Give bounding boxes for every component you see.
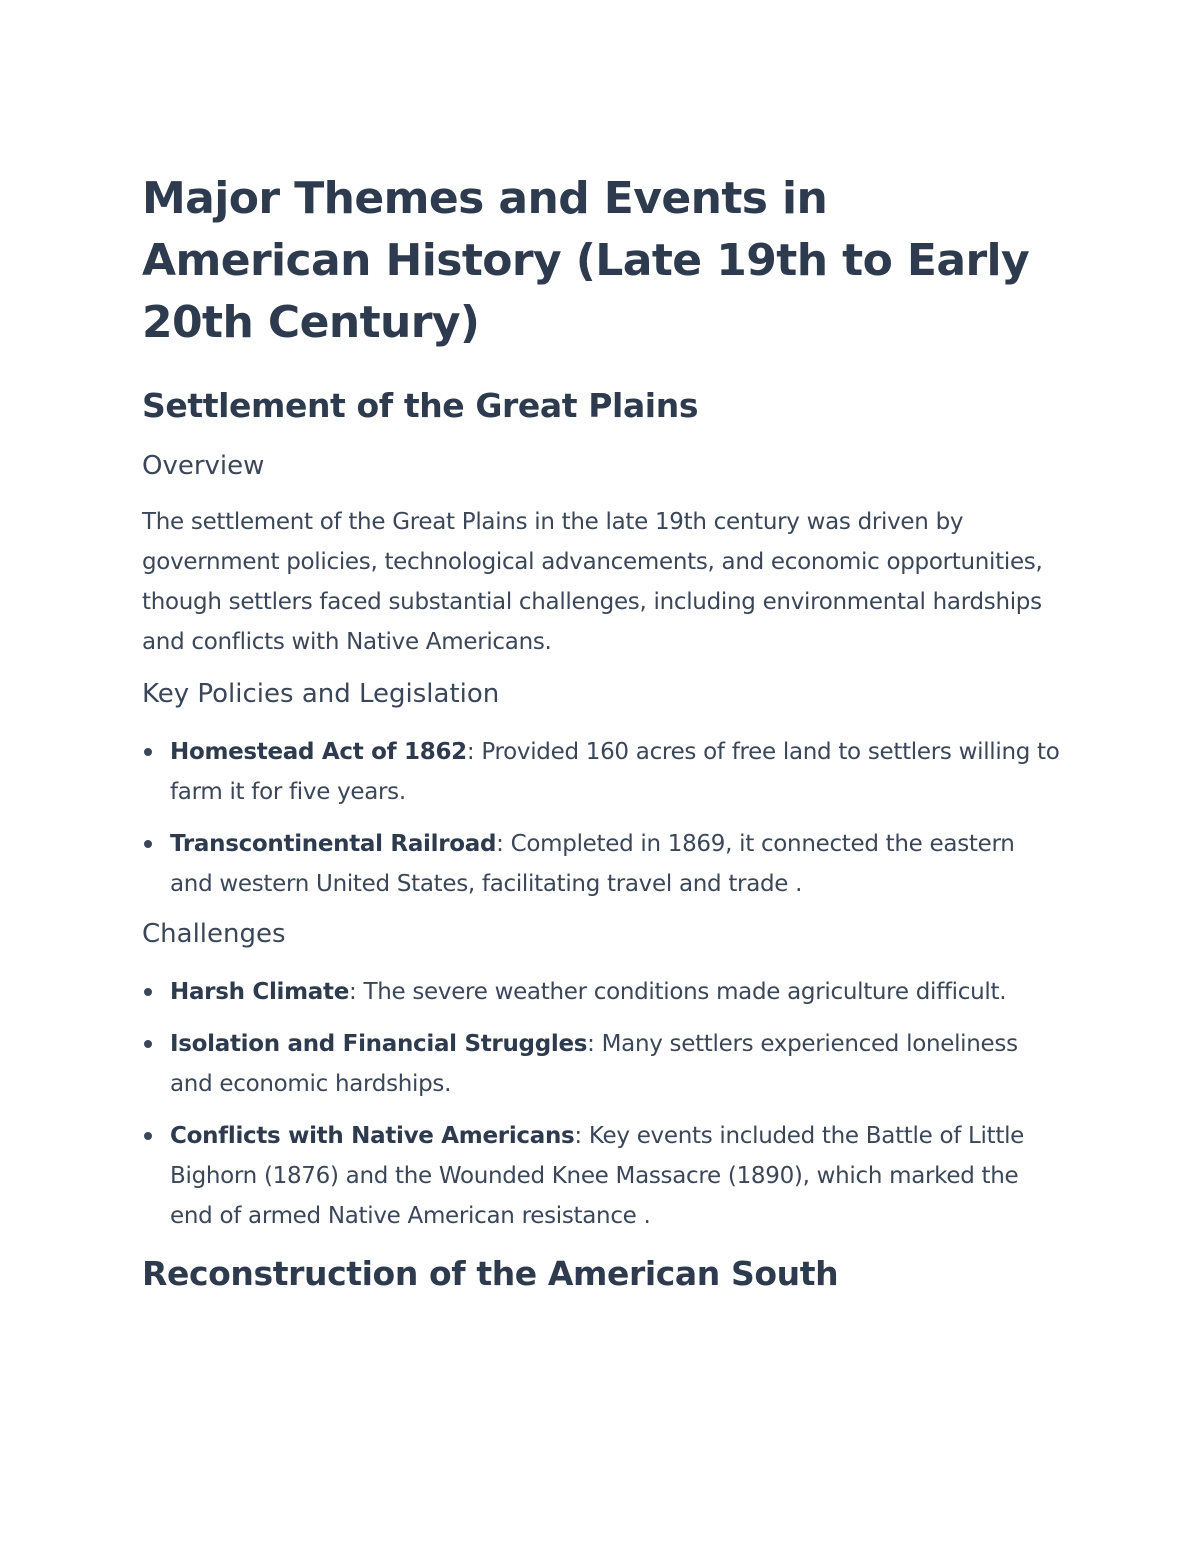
list-item [142,1116,1062,1236]
list-item-desc: : The severe weather conditions made agriculture difficult. [349,979,1007,1005]
bullet-icon [144,1040,152,1048]
list-item [142,972,1062,1012]
section-heading-great-plains: Settlement of the Great Plains [142,386,699,425]
page-title: Major Themes and Events in American History (Late 19th to Early 20th Century) [142,173,1030,348]
list-item-desc: : Completed in 1869, it connected the eastern and western United States, facilitating travel and trade . [170,831,1015,897]
list-item [142,732,1062,812]
bullet-icon [144,988,152,996]
list-item-term: Homestead Act of 1862 [170,739,467,765]
list-item-term: Harsh Climate [170,979,350,1005]
list-item [142,824,1062,904]
subheading-overview: Overview [142,451,265,481]
overview-paragraph: The settlement of the Great Plains in the late 19th century was driven by government policies, technological advancements, and economic opportunities, though settlers faced substantial challenges, including environmental hardships and conflicts with Native Americans. [142,509,1043,655]
list-item-term: Transcontinental Railroad [170,831,497,857]
subheading-key-policies: Key Policies and Legislation [142,679,500,709]
section-heading-reconstruction: Reconstruction of the American South [142,1254,839,1293]
bullet-icon [144,1132,152,1140]
list-item-desc: : Key events included the Battle of Little Bighorn (1876) and the Wounded Knee Massacre (1890), which marked the end of armed Native American resistance . [170,1123,1025,1229]
document-page [142,168,1062,1296]
policies-list [142,732,1062,904]
bullet-icon [144,840,152,848]
subheading-challenges: Challenges [142,919,286,949]
list-item-desc: : Many settlers experienced loneliness and economic hardships. [170,1031,1018,1097]
bullet-icon [144,748,152,756]
list-item-term: Isolation and Financial Struggles [170,1031,588,1057]
list-item-desc: : Provided 160 acres of free land to settlers willing to farm it for five years. [170,739,1060,805]
challenges-list [142,972,1062,1236]
list-item-term: Conflicts with Native Americans [170,1123,575,1149]
list-item [142,1024,1062,1104]
